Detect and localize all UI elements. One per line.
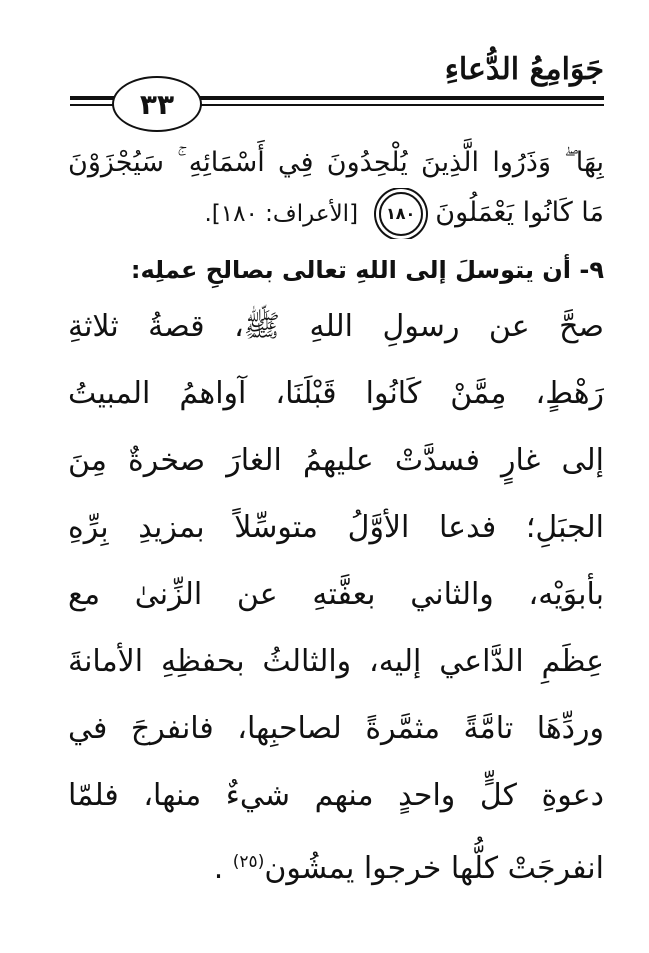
- body-line: عِظَمِ الدَّاعي إليه، والثالثُ بحفظِهِ الأمانةَ: [68, 644, 604, 679]
- section-heading: ٩- أن يتوسلَ إلى اللهِ تعالى بصالحِ عملِه:: [130, 256, 604, 284]
- body-line: إلى غارٍ فسدَّتْ عليهمُ الغارَ صخرةٌ مِنَ: [68, 443, 604, 478]
- footnote-marker: (٢٥): [232, 852, 265, 872]
- page-number: ٣٣: [139, 87, 175, 121]
- body-line: صحَّ عن رسولِ اللهِ ﷺ، قصةُ ثلاثةِ: [68, 309, 604, 344]
- running-header-title: جَوَامِعُ الدُّعاءِ: [444, 52, 604, 87]
- quran-verse-line-1: بِهَا ۖ وَذَرُوا الَّذِينَ يُلْحِدُونَ فِي أَسْمَائِهِ ۚ سَيُجْزَوْنَ: [68, 147, 604, 178]
- ayah-number: ١٨٠: [386, 203, 416, 223]
- ayah-number-icon: [379, 192, 423, 236]
- quran-verse-line-2: [68, 188, 604, 239]
- body-line: وردِّهَا تامَّةً مثمَّرةً لصاحبِها، فانفرجَ في: [68, 711, 604, 746]
- body-line: الجبَلِ؛ فدعا الأوَّلُ متوسِّلاً بمزيدِ بِرِّهِ: [68, 510, 604, 545]
- body-line: رَهْطٍ، مِمَّنْ كَانُوا قَبْلَنَا، آواهمُ المبيتُ: [68, 376, 604, 411]
- quran-verse-text: مَا كَانُوا يَعْمَلُونَ: [435, 197, 604, 228]
- verse-reference: [الأعراف: ١٨٠].: [204, 201, 359, 227]
- body-line: بأبوَيْه، والثاني بعفَّتهِ عن الزِّنىٰ مع: [68, 577, 604, 612]
- page-number-badge: [112, 76, 202, 132]
- last-line-period: .: [213, 851, 224, 886]
- body-line-last: [68, 829, 604, 902]
- page-content: [68, 138, 604, 902]
- body-line: دعوةِ كلٍّ واحدٍ منهم شيءٌ منها، فلمّا: [68, 778, 604, 813]
- last-line-text: انفرجَتْ كلُّها خرجوا يمشُون: [264, 851, 604, 886]
